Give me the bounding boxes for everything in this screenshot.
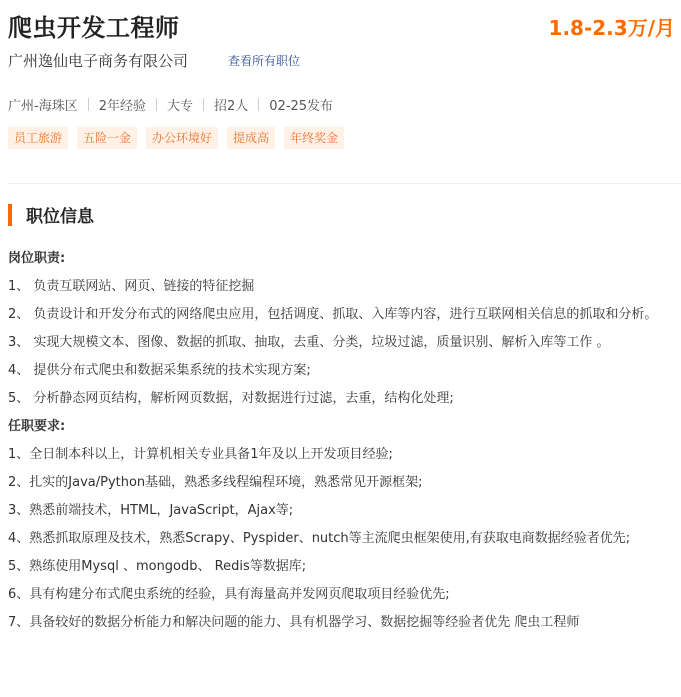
meta-experience: 2年经验 bbox=[98, 99, 146, 114]
job-meta bbox=[8, 95, 333, 114]
requirement-item: 3、熟悉前端技术，HTML，JavaScript，Ajax等; bbox=[8, 503, 294, 518]
requirement-item: 5、熟练使用Mysql 、mongodb、 Redis等数据库; bbox=[8, 559, 307, 574]
duty-item: 1、 负责互联网站、网页、链接的特征挖掘 bbox=[8, 279, 255, 294]
benefit-tag: 五险一金 bbox=[77, 127, 137, 149]
benefit-tag: 办公环境好 bbox=[146, 127, 218, 149]
duty-item: 5、 分析静态网页结构，解析网页数据，对数据进行过滤，去重，结构化处理; bbox=[8, 391, 454, 406]
benefit-tag: 年终奖金 bbox=[284, 127, 344, 149]
view-all-jobs-link[interactable]: 查看所有职位 bbox=[228, 53, 301, 68]
duty-item: 3、 实现大规模文本、图像、数据的抓取、抽取，去重、分类，垃圾过滤，质量识别、解析入库等工作 。 bbox=[8, 335, 610, 350]
job-title: 爬虫开发工程师 bbox=[8, 14, 180, 42]
meta-divider bbox=[88, 98, 89, 111]
benefit-tags bbox=[8, 127, 344, 149]
requirement-item: 2、扎实的Java/Python基础，熟悉多线程编程环境，熟悉常见开源框架; bbox=[8, 475, 423, 490]
section-title: 职位信息 bbox=[26, 207, 94, 227]
meta-location: 广州-海珠区 bbox=[8, 99, 78, 114]
meta-education: 大专 bbox=[166, 99, 193, 114]
company-row bbox=[8, 48, 300, 72]
duty-item: 2、 负责设计和开发分布式的网络爬虫应用，包括调度、抓取、入库等内容，进行互联网相关信息的抓取和分析。 bbox=[8, 307, 658, 322]
meta-divider bbox=[203, 98, 204, 111]
duty-item: 4、 提供分布式爬虫和数据采集系统的技术实现方案; bbox=[8, 363, 311, 378]
meta-post-date: 02-25发布 bbox=[269, 99, 334, 114]
meta-divider bbox=[258, 98, 259, 111]
benefit-tag: 提成高 bbox=[227, 127, 275, 149]
section-header bbox=[8, 202, 94, 227]
benefit-tag: 员工旅游 bbox=[8, 127, 68, 149]
meta-headcount: 招2人 bbox=[214, 99, 249, 114]
requirement-item: 4、熟悉抓取原理及技术，熟悉Scrapy、Pyspider、nutch等主流爬虫框架使用,有获取电商数据经验者优先; bbox=[8, 531, 631, 546]
meta-divider bbox=[156, 98, 157, 111]
divider bbox=[8, 183, 681, 184]
job-description bbox=[8, 245, 673, 637]
salary: 1.8-2.3万/月 bbox=[548, 16, 675, 40]
requirement-item: 6、具有构建分布式爬虫系统的经验，具有海量高并发网页爬取项目经验优先; bbox=[8, 587, 450, 602]
requirement-item: 1、全日制本科以上，计算机相关专业具备1年及以上开发项目经验; bbox=[8, 447, 393, 462]
duties-heading: 岗位职责: bbox=[8, 251, 66, 266]
requirements-heading: 任职要求: bbox=[8, 419, 66, 434]
company-name[interactable]: 广州逸仙电子商务有限公司 bbox=[8, 51, 189, 70]
section-accent-bar bbox=[8, 204, 12, 226]
requirement-item: 7、具备较好的数据分析能力和解决问题的能力、具有机器学习、数据挖掘等经验者优先 爬虫工程师 bbox=[8, 615, 580, 630]
